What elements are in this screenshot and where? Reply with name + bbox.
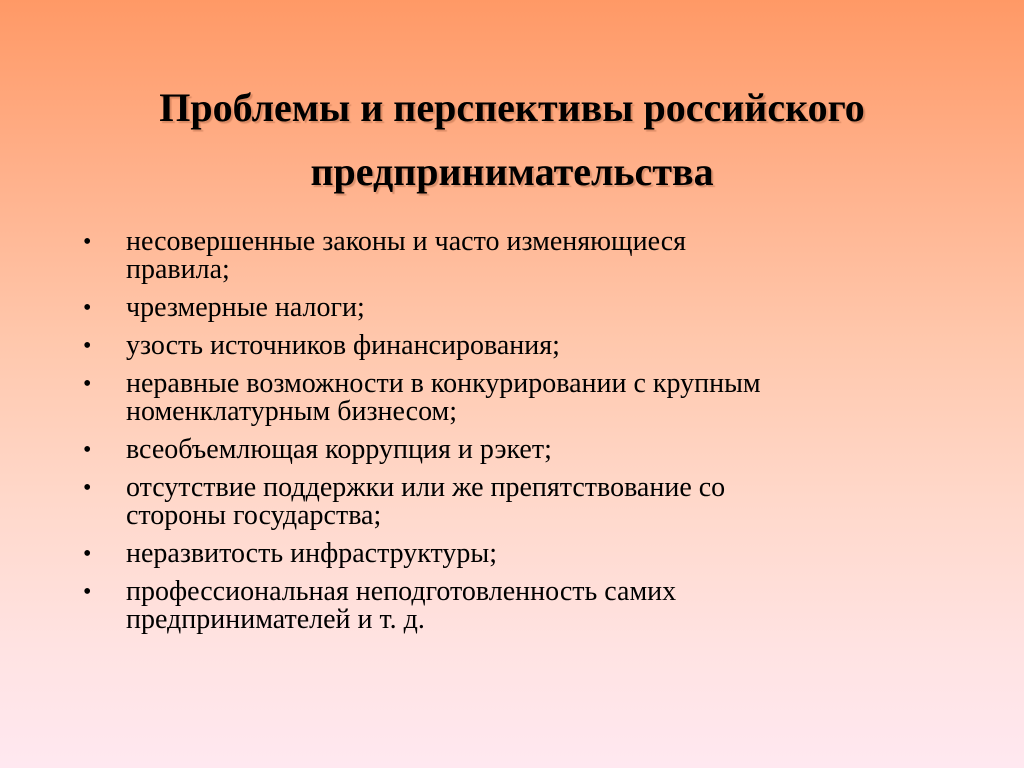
list-item-line: профессиональная неподготовленность самих: [126, 576, 677, 607]
bullet-icon: •: [83, 579, 92, 605]
list-item: [83, 436, 963, 464]
bullet-icon: •: [83, 229, 92, 255]
list-item: [83, 370, 963, 426]
title-line-2: предпринимательства: [310, 149, 714, 194]
list-item-line: чрезмерные налоги;: [126, 292, 365, 323]
list-item: [83, 578, 963, 634]
title-line-1: Проблемы и перспективы российского: [159, 85, 865, 130]
slide-title: [60, 76, 964, 204]
list-item-line: предпринимателей и т. д.: [126, 604, 425, 635]
list-item-line: отсутствие поддержки или же препятствование со: [126, 472, 726, 503]
bullet-icon: •: [83, 437, 92, 463]
list-item: [83, 332, 963, 360]
list-item: [83, 228, 963, 284]
list-item-line: правила;: [126, 254, 230, 285]
bullet-icon: •: [83, 475, 92, 501]
list-item-line: номенклатурным бизнесом;: [126, 396, 458, 427]
bullet-icon: •: [83, 295, 92, 321]
list-item-line: несовершенные законы и часто изменяющиеся: [126, 226, 687, 257]
list-item-line: стороны государства;: [126, 500, 382, 531]
list-item-line: узость источников финансирования;: [126, 330, 560, 361]
list-item-line: неразвитость инфраструктуры;: [126, 538, 497, 569]
list-item-line: всеобъемлющая коррупция и рэкет;: [126, 434, 552, 465]
list-item: [83, 294, 963, 322]
bullet-icon: •: [83, 371, 92, 397]
list-item: [83, 474, 963, 530]
bullet-icon: •: [83, 333, 92, 359]
bullet-icon: •: [83, 541, 92, 567]
list-item-line: неравные возможности в конкурировании с крупным: [126, 368, 761, 399]
bullet-list: [83, 228, 963, 644]
list-item: [83, 540, 963, 568]
